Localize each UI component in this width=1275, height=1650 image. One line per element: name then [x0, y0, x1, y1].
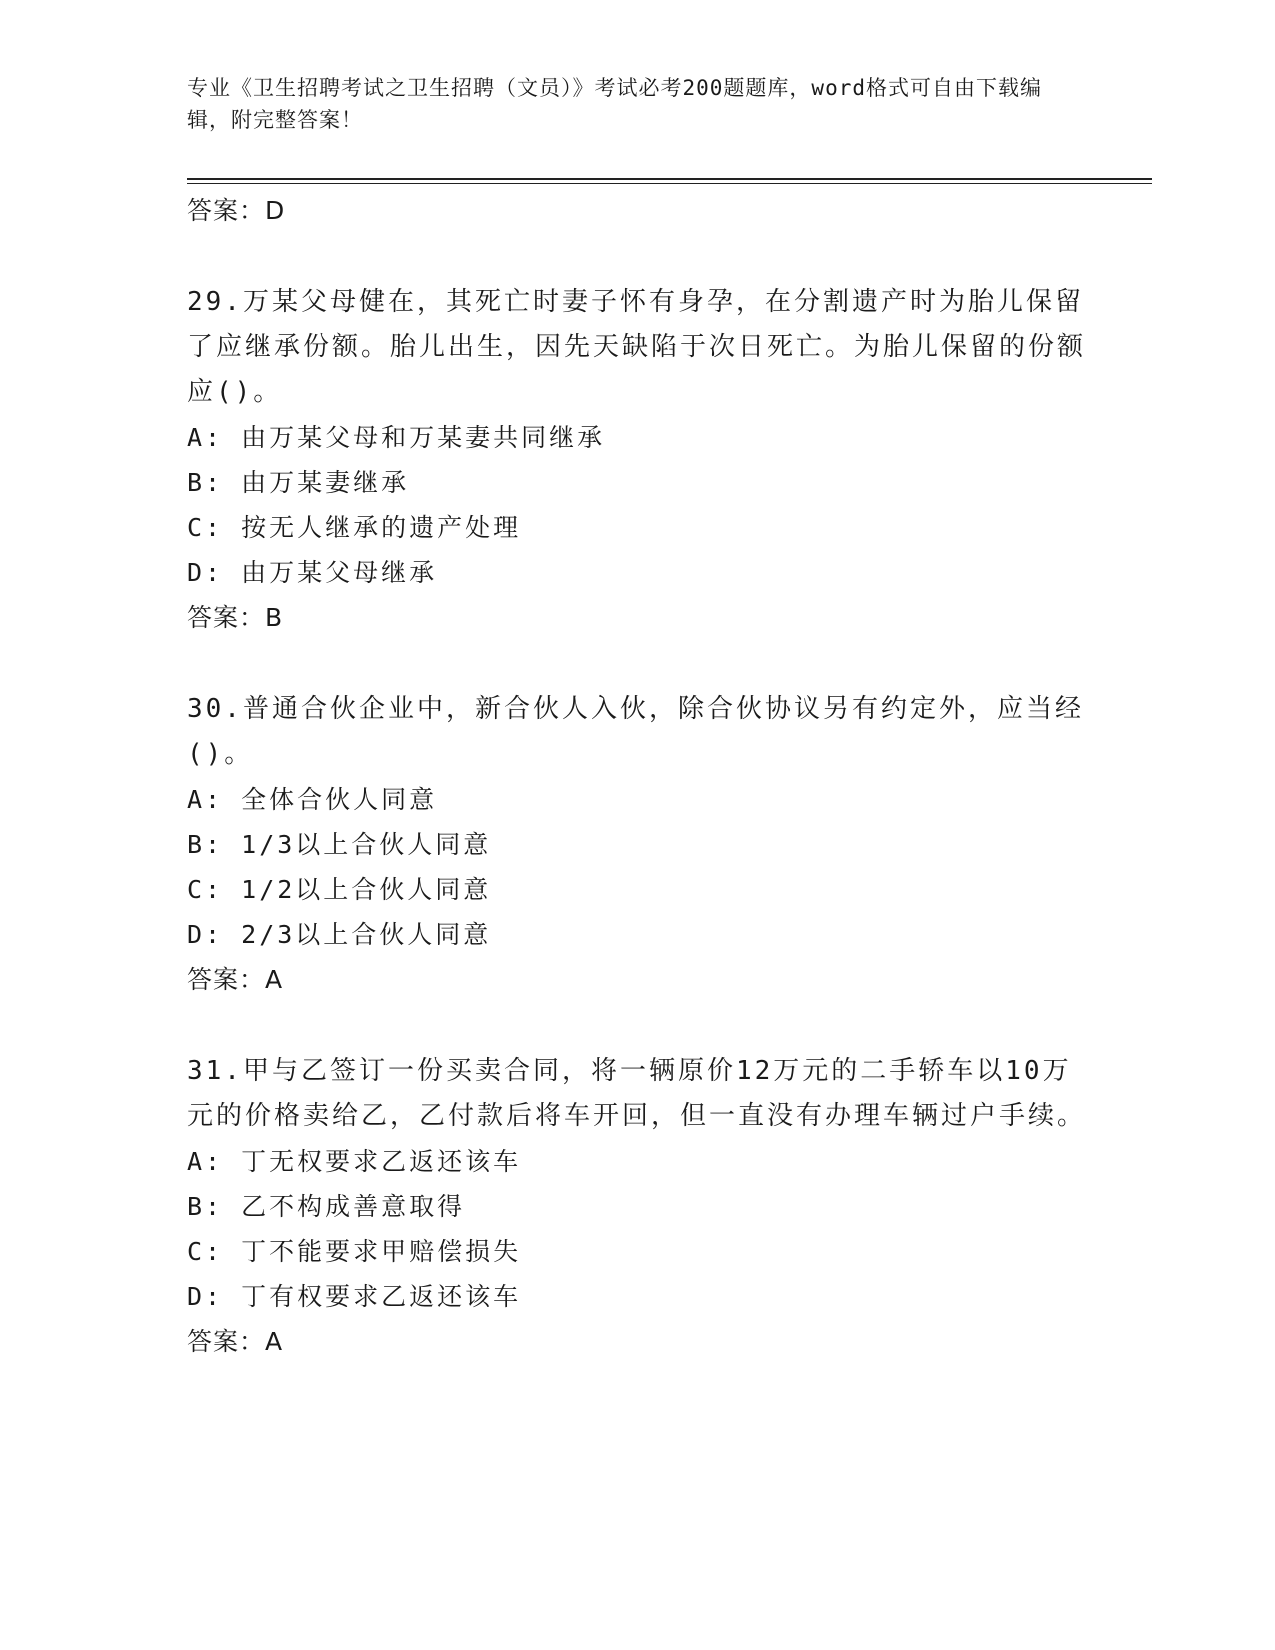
option-d: D: 丁有权要求乙返还该车	[187, 1282, 522, 1311]
option-a: A: 全体合伙人同意	[187, 785, 438, 814]
option-b: B: 乙不构成善意取得	[187, 1192, 466, 1221]
option-c: C: 丁不能要求甲赔偿损失	[187, 1237, 522, 1266]
option-d: D: 由万某父母继承	[187, 558, 438, 587]
option-b: B: 由万某妻继承	[187, 468, 410, 497]
header-divider-thick	[187, 178, 1152, 180]
option-d: D: 2/3以上合伙人同意	[187, 920, 492, 949]
question-text: 29.万某父母健在，其死亡时妻子怀有身孕，在分割遗产时为胎儿保留了应继承份额。胎儿出生，因先天缺陷于次日死亡。为胎儿保留的份额应()。	[187, 287, 1087, 407]
answer-line: 答案：A	[187, 1327, 284, 1356]
header-divider-thin	[187, 183, 1152, 184]
option-c: C: 1/2以上合伙人同意	[187, 875, 492, 904]
option-a: A: 由万某父母和万某妻共同继承	[187, 423, 606, 452]
option-a: A: 丁无权要求乙返还该车	[187, 1147, 522, 1176]
question-text: 31.甲与乙签订一份买卖合同，将一辆原价12万元的二手轿车以10万元的价格卖给乙，乙付款后将车开回，但一直没有办理车辆过户手续。	[187, 1056, 1087, 1131]
question-31	[187, 1049, 1087, 1365]
document-header	[187, 72, 1077, 136]
option-b: B: 1/3以上合伙人同意	[187, 830, 492, 859]
question-30	[187, 687, 1087, 1003]
answer-line: 答案：B	[187, 603, 284, 632]
option-c: C: 按无人继承的遗产处理	[187, 513, 522, 542]
question-29	[187, 280, 1087, 641]
previous-answer: 答案：D	[187, 196, 286, 225]
answer-line: 答案：A	[187, 965, 284, 994]
question-list	[187, 188, 1087, 1365]
header-intro-text: 专业《卫生招聘考试之卫生招聘（文员）》考试必考200题题库，word格式可自由下载编辑，附完整答案！	[187, 76, 1042, 132]
question-text: 30.普通合伙企业中，新合伙人入伙，除合伙协议另有约定外，应当经()。	[187, 694, 1084, 769]
